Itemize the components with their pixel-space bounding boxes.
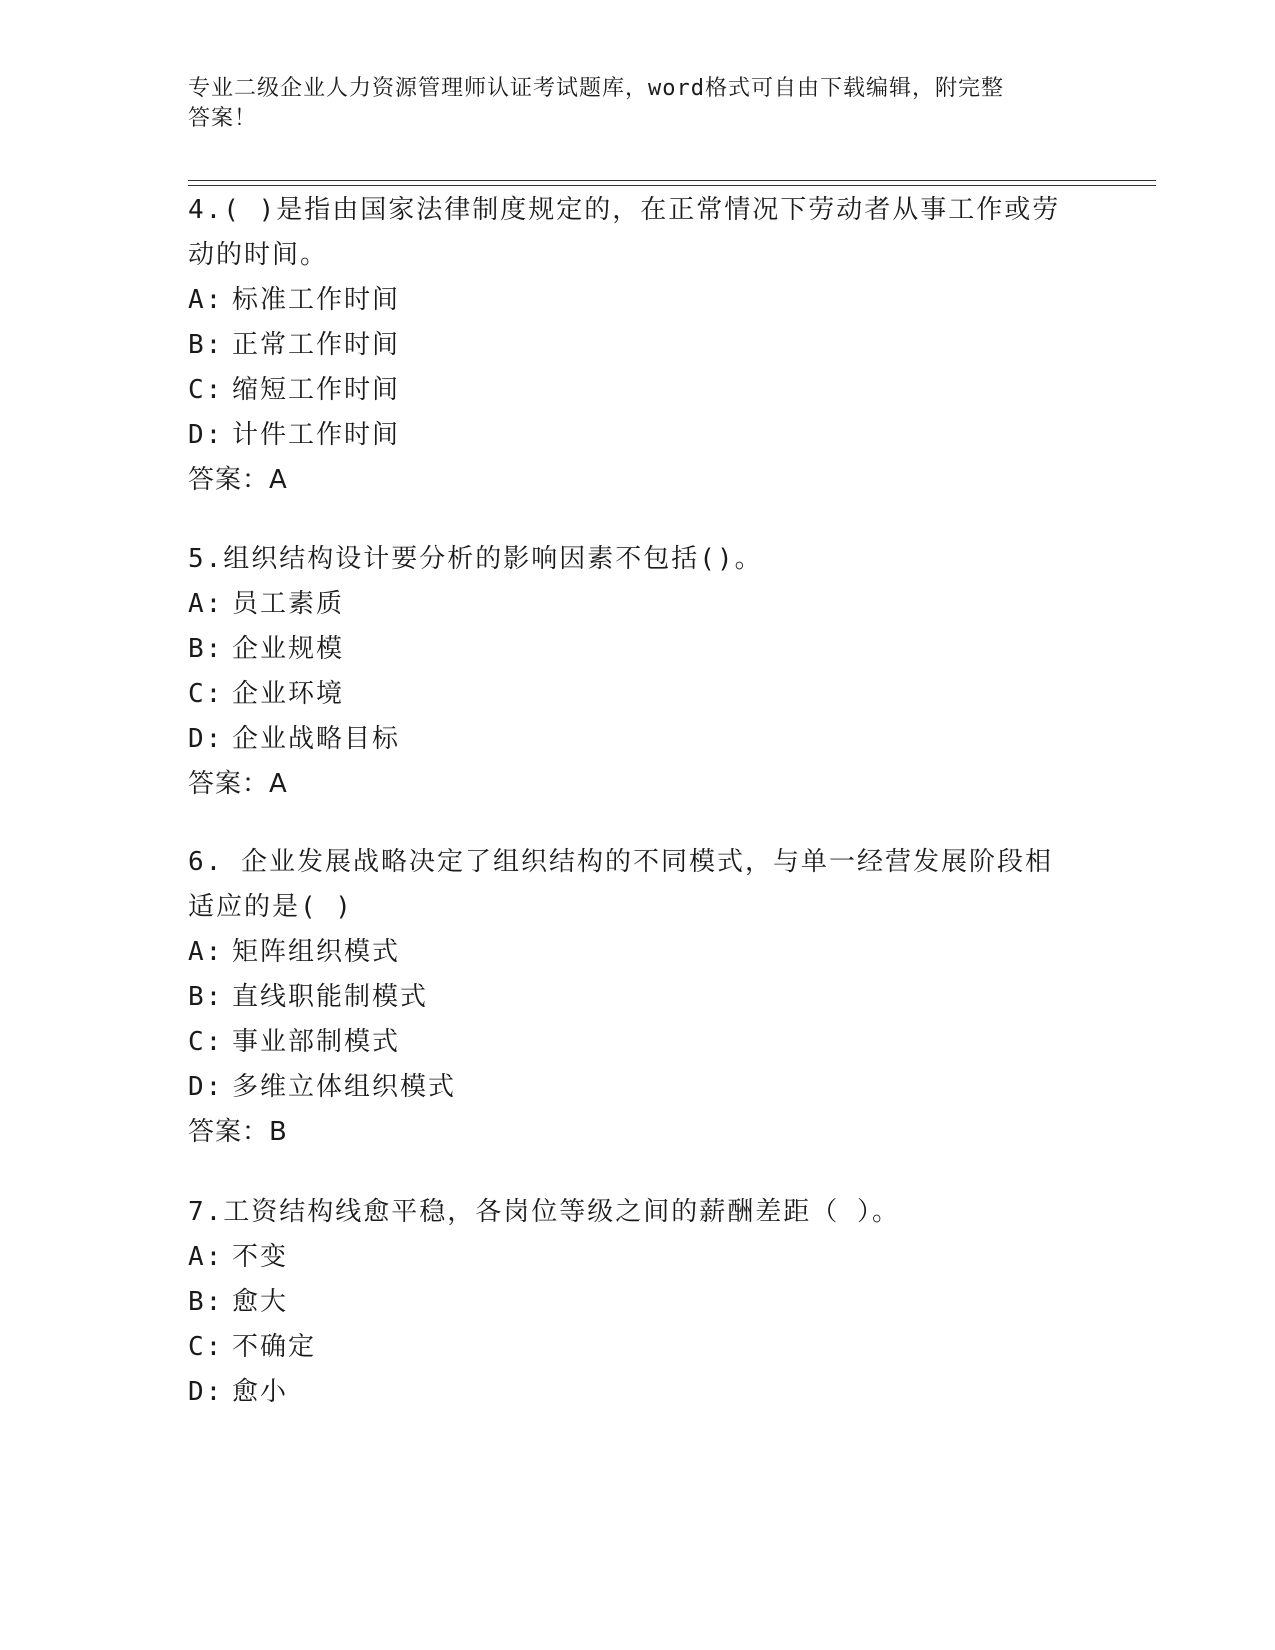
option-a (188, 582, 1088, 627)
option-key: D: (188, 1377, 224, 1407)
page-header (188, 74, 1068, 134)
option-text: 企业环境 (232, 679, 345, 709)
question-stem-line-1: 6. 企业发展战略决定了组织结构的不同模式，与单一经营发展阶段相 (188, 847, 1053, 877)
option-key: C: (188, 679, 224, 709)
option-text: 不确定 (232, 1332, 317, 1362)
header-line-1: 专业二级企业人力资源管理师认证考试题库，word格式可自由下载编辑，附完整 (188, 76, 1004, 101)
option-b (188, 627, 1088, 672)
option-key: A: (188, 589, 224, 619)
option-a (188, 278, 1088, 323)
option-a (188, 930, 1088, 975)
option-key: D: (188, 724, 224, 754)
option-text: 员工素质 (232, 589, 345, 619)
option-key: B: (188, 634, 224, 664)
option-key: A: (188, 937, 224, 967)
question-7 (188, 1190, 1088, 1415)
option-c (188, 1325, 1088, 1370)
option-b (188, 975, 1088, 1020)
header-divider-top (188, 180, 1156, 181)
option-key: B: (188, 982, 224, 1012)
option-c (188, 1020, 1088, 1065)
option-a (188, 1235, 1088, 1280)
option-b (188, 323, 1088, 368)
option-text: 计件工作时间 (232, 420, 401, 450)
option-key: B: (188, 1287, 224, 1317)
option-text: 缩短工作时间 (232, 375, 401, 405)
option-d (188, 413, 1088, 458)
option-text: 企业战略目标 (232, 724, 401, 754)
header-divider-bottom (188, 185, 1156, 186)
option-text: 企业规模 (232, 634, 345, 664)
option-d (188, 1065, 1088, 1110)
question-stem-line-1: 4.( )是指由国家法律制度规定的，在正常情况下劳动者从事工作或劳 (188, 195, 1061, 225)
option-key: C: (188, 375, 224, 405)
option-key: A: (188, 1242, 224, 1272)
option-text: 愈大 (232, 1287, 289, 1317)
option-text: 不变 (232, 1242, 289, 1272)
option-key: C: (188, 1027, 224, 1057)
option-key: D: (188, 1072, 224, 1102)
option-key: D: (188, 420, 224, 450)
option-text: 多维立体组织模式 (232, 1072, 457, 1102)
option-text: 正常工作时间 (232, 330, 401, 360)
answer: 答案：B (188, 1117, 288, 1147)
option-key: A: (188, 285, 224, 315)
option-text: 事业部制模式 (232, 1027, 401, 1057)
option-b (188, 1280, 1088, 1325)
option-text: 直线职能制模式 (232, 982, 429, 1012)
option-d (188, 1370, 1088, 1415)
option-key: C: (188, 1332, 224, 1362)
option-text: 标准工作时间 (232, 285, 401, 315)
option-c (188, 368, 1088, 413)
option-text: 愈小 (232, 1377, 289, 1407)
question-stem-line-2: 适应的是( ) (188, 892, 353, 922)
question-stem-line-1: 5.组织结构设计要分析的影响因素不包括()。 (188, 544, 763, 574)
header-line-2: 答案！ (188, 106, 258, 131)
question-5 (188, 537, 1088, 807)
option-c (188, 672, 1088, 717)
option-key: B: (188, 330, 224, 360)
answer: 答案：A (188, 465, 288, 495)
option-text: 矩阵组织模式 (232, 937, 401, 967)
option-d (188, 717, 1088, 762)
question-6 (188, 840, 1088, 1155)
answer: 答案：A (188, 769, 288, 799)
question-4 (188, 188, 1088, 503)
question-stem-line-2: 动的时间。 (188, 240, 329, 270)
question-stem-line-1: 7.工资结构线愈平稳，各岗位等级之间的薪酬差距（ ）。 (188, 1197, 900, 1227)
